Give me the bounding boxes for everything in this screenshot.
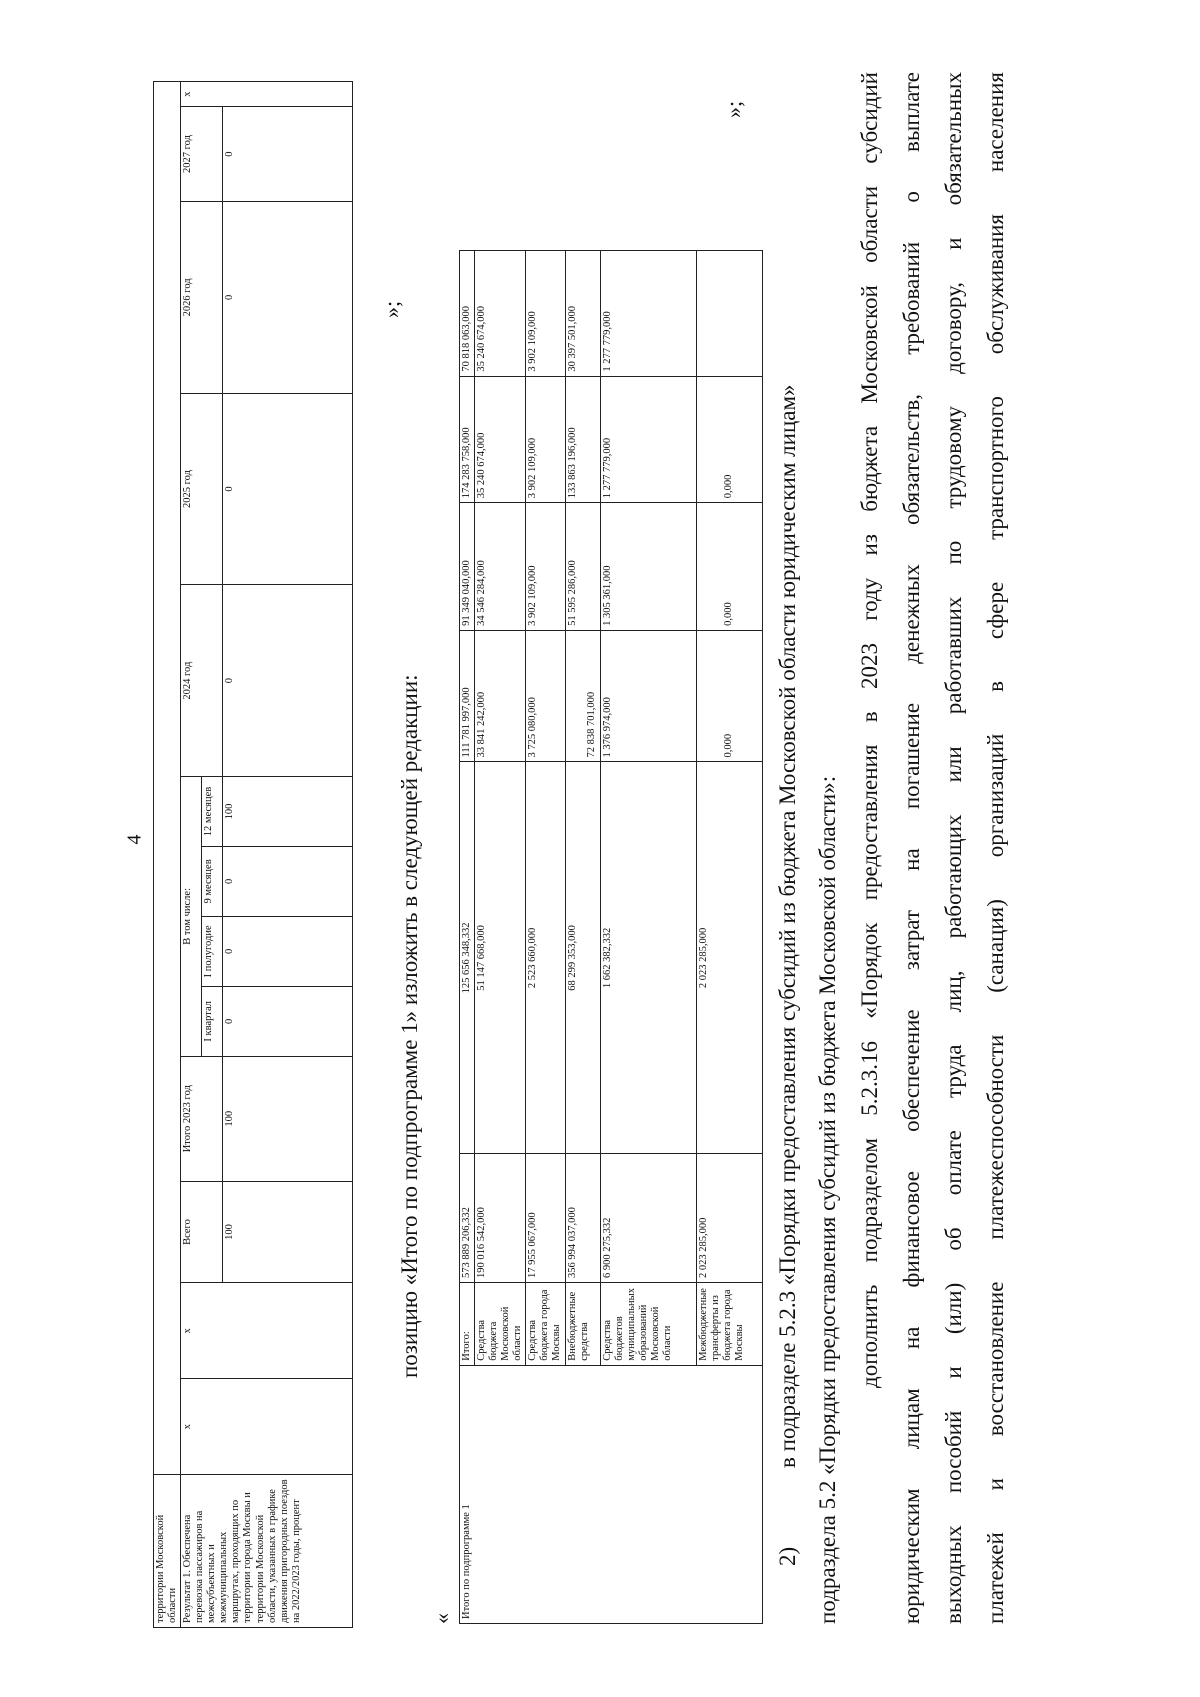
value-2025: 34 546 284,000 [475, 503, 526, 631]
value-total: 17 955 067,000 [526, 1154, 565, 1283]
value-2027: 3 902 109,000 [526, 251, 565, 377]
paragraph-line: платежей и восстановление платежеспособности (санация) организаций в сфере транспортного обслуживания населения [983, 72, 1008, 1624]
value-2026: 1 277 779,000 [600, 376, 696, 503]
value-2025: 1 305 361,000 [600, 503, 696, 631]
landscape-content [153, 72, 1103, 1628]
row-label: Средства бюджета города Москвы [526, 1283, 565, 1366]
result-table [153, 81, 353, 1628]
value-h1: 0 [223, 916, 353, 986]
value-2025: 51 595 286,000 [565, 503, 600, 631]
value-2026: 3 902 109,000 [526, 376, 565, 503]
item2-line2: подраздела 5.2 «Порядки предоставления субсидий из бюджета Московской области»: [815, 775, 840, 1624]
value-total: 356 994 037,000 [565, 1154, 600, 1283]
table-row [181, 82, 202, 1628]
paragraph-line: юридическим лицам на финансовое обеспечение затрат на погашение денежных обязательств, требований о выплате [899, 72, 924, 1624]
value-2026: 174 283 758,000 [460, 376, 475, 503]
value-total: 573 889 206,332 [460, 1154, 475, 1283]
value-2027 [696, 251, 762, 377]
x-cell: х [181, 82, 353, 107]
value-2027: 35 240 674,000 [475, 251, 526, 377]
position-line: позицию «Итого по подпрограмме 1» изложить в следующей редакции: [397, 674, 422, 1378]
paragraph-line: выходных пособий и (или) об оплате труда лиц, работающих или работавших по трудовому договору, и обязательных [941, 72, 966, 1624]
row-label: Средства бюджетов муниципальных образований Московской области [600, 1283, 696, 1366]
value-total: 2 023 285,000 [696, 1154, 762, 1283]
table-row [154, 82, 181, 1628]
table-row [460, 251, 475, 1624]
value-2025: 91 349 040,000 [460, 503, 475, 631]
x-cell: х [181, 1379, 353, 1475]
row-label: Внебюджетные средства [565, 1283, 600, 1366]
subprogram-label: Итого по подпрограмме 1 [460, 1365, 763, 1623]
value-2027: 0 [223, 107, 353, 202]
value-9m: 0 [223, 846, 353, 916]
value-total: 190 016 542,000 [475, 1154, 526, 1283]
row-label: Итого: [460, 1283, 475, 1366]
subprogram-table [459, 250, 763, 1624]
value-total: 6 900 275,332 [600, 1154, 696, 1283]
value-q1: 0 [223, 986, 353, 1056]
value-2024: 3 725 080,000 [526, 630, 565, 762]
value-2026: 0 [223, 201, 353, 393]
value-2023: 68 299 353,000 [565, 762, 600, 1154]
value-2027: 30 397 501,000 [565, 251, 600, 377]
header-12m: 12 месяцев [202, 777, 223, 847]
item2-line1: в подразделе 5.2.3 «Порядки предоставления субсидий из бюджета Московской области юридическим лицам» [775, 384, 800, 1468]
value-12m: 100 [223, 777, 353, 847]
header-incl: В том числе: [181, 777, 202, 1057]
value-2024: 72 838 701,000 [565, 630, 600, 762]
value-2025: 0,000 [696, 503, 762, 631]
opening-quote: « [429, 1613, 454, 1624]
x-cell: х [181, 1283, 353, 1379]
page-number: 4 [123, 834, 146, 845]
result-label: Результат 1. Обеспечена перевозка пассажиров на межсубъектных и межмуниципальных маршрутах, проходящих по территории города Москвы и территории Московской области, указанных в графике движения пригородных поездов на 2022/2023 годы, процент [181, 1475, 353, 1628]
header-2023: Итого 2023 год [181, 1056, 223, 1181]
row-label: Межбюджетные трансферты из бюджета города Москвы [696, 1283, 762, 1366]
header-2027: 2027 год [181, 107, 223, 202]
paragraph-line: дополнить подразделом 5.2.3.16 «Порядок предоставления в 2023 году из бюджета Московской области субсидий [857, 72, 882, 1388]
value-2026: 133 863 196,000 [565, 376, 600, 503]
header-2026: 2026 год [181, 201, 223, 393]
value-total: 100 [223, 1181, 353, 1283]
value-2023: 2 023 285,000 [696, 762, 762, 1154]
value-2026: 35 240 674,000 [475, 376, 526, 503]
value-2024: 0,000 [696, 630, 762, 762]
value-2023: 1 662 382,332 [600, 762, 696, 1154]
header-2025: 2025 год [181, 393, 223, 585]
territory-cell: территории Московской области [154, 1475, 181, 1628]
value-2024: 33 841 242,000 [475, 630, 526, 762]
closing-quote: »; [721, 100, 746, 118]
value-2023: 100 [223, 1056, 353, 1181]
value-2024: 1 376 974,000 [600, 630, 696, 762]
value-2024: 0 [223, 585, 353, 777]
item-number: 2) [775, 1546, 800, 1566]
value-2024: 111 781 997,000 [460, 630, 475, 762]
header-9m: 9 месяцев [202, 846, 223, 916]
value-2023: 125 656 348,332 [460, 762, 475, 1154]
value-2026: 0,000 [696, 376, 762, 503]
value-2025: 0 [223, 393, 353, 585]
row-label: Средства бюджета Московской области [475, 1283, 526, 1366]
header-total: Всего [181, 1181, 223, 1283]
value-2023: 2 523 660,000 [526, 762, 565, 1154]
value-2025: 3 902 109,000 [526, 503, 565, 631]
value-2027: 70 818 063,000 [460, 251, 475, 377]
header-h1: I полугодие [202, 916, 223, 986]
closing-quote: »; [379, 300, 404, 318]
value-2027: 1 277 779,000 [600, 251, 696, 377]
value-2023: 51 147 668,000 [475, 762, 526, 1154]
header-2024: 2024 год [181, 585, 223, 777]
header-q1: I квартал [202, 986, 223, 1056]
